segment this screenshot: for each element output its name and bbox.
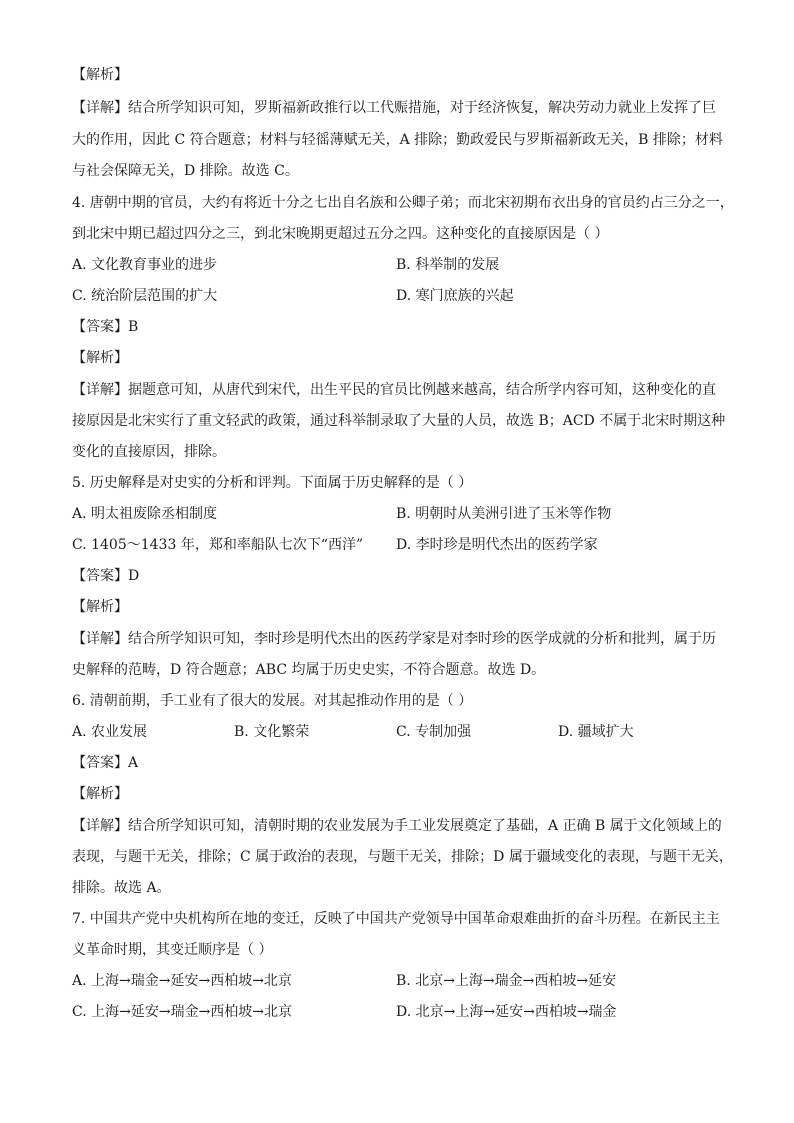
detail-tag: 【详解】 — [72, 100, 128, 116]
q5-answer-line — [72, 566, 732, 586]
q5-answer: D — [128, 568, 140, 584]
answer-tag: 【答案】 — [72, 568, 128, 584]
q5-detail-text-1: 结合所学知识可知，李时珍是明代杰出的医药学家是对李时珍的医学成就的分析和批判，属于历 — [128, 631, 716, 647]
detail-tag: 【详解】 — [72, 631, 128, 647]
q4-answer: B — [128, 319, 139, 335]
q5-detail-line-2: 史解释的范畴，D 符合题意；ABC 均属于历史史实，不符合题意。故选 D。 — [72, 662, 546, 678]
q3-detail-line-2: 大的作用，因此 C 符合题意；材料与轻徭薄赋无关，A 排除；勤政爱民与罗斯福新政无关，B 排除；材料 — [72, 132, 723, 148]
q6-detail-line-2: 表现，与题干无关，排除；C 属于政治的表现，与题干无关，排除；D 属于疆域变化的表现，与题干无关， — [72, 849, 733, 865]
q6-detail-line-1 — [72, 816, 732, 836]
q7-option-a: A. 上海→瑞金→延安→西柏坡→北京 — [72, 973, 292, 989]
detail-tag: 【详解】 — [72, 382, 128, 398]
q5-analysis-label: 【解析】 — [72, 599, 128, 615]
q4-detail-text-1: 据题意可知，从唐代到宋代，出生平民的官员比例越来越高，结合所学内容可知，这种变化的直 — [128, 382, 716, 398]
q6-detail-line-3: 排除。故选 A。 — [72, 880, 171, 896]
q6-option-c: C. 专制加强 — [396, 724, 472, 740]
answer-tag: 【答案】 — [72, 319, 128, 335]
q4-analysis-label: 【解析】 — [72, 350, 128, 366]
q3-detail-text-1: 结合所学知识可知，罗斯福新政推行以工代赈措施，对于经济恢复，解决劳动力就业上发挥了巨 — [128, 100, 716, 116]
q6-option-d: D. 疆域扩大 — [558, 724, 634, 740]
q4-stem-line-1: 4. 唐朝中期的官员，大约有将近十分之七出自名族和公卿子弟；而北宋初期布衣出身的官员约占三分之一， — [72, 195, 734, 211]
q4-detail-line-1 — [72, 380, 732, 400]
q4-option-d: D. 寒门庶族的兴起 — [396, 288, 514, 304]
q6-option-b: B. 文化繁荣 — [234, 724, 310, 740]
q3-detail-line-1 — [72, 98, 732, 118]
q4-stem-line-2: 到北宋中期已超过四分之三，到北宋晚期更超过五分之四。这种变化的直接原因是（ ） — [72, 226, 609, 242]
q4-detail-line-2: 接原因是北宋实行了重文轻武的政策，通过科举制录取了大量的人员，故选 B；ACD 不属于北宋时期这种 — [72, 413, 726, 429]
q4-answer-line — [72, 317, 732, 337]
q5-detail-line-1 — [72, 629, 732, 649]
q5-option-b: B. 明朝时从美洲引进了玉米等作物 — [396, 506, 612, 522]
q4-option-a: A. 文化教育事业的进步 — [72, 257, 218, 273]
q4-option-b: B. 科举制的发展 — [396, 257, 500, 273]
q5-stem-line-1: 5. 历史解释是对史实的分析和评判。下面属于历史解释的是（ ） — [72, 475, 473, 491]
q7-stem-line-2: 义革命时期，其变迁顺序是（ ） — [72, 942, 273, 958]
q7-stem-line-1: 7. 中国共产党中央机构所在地的变迁，反映了中国共产党领导中国革命艰难曲折的奋斗历程。在新民主主 — [72, 911, 720, 927]
q6-stem-line-1: 6. 清朝前期，手工业有了很大的发展。对其起推动作用的是（ ） — [72, 693, 473, 709]
q4-detail-line-3: 变化的直接原因，排除。 — [72, 444, 226, 460]
q5-option-a: A. 明太祖废除丞相制度 — [72, 506, 218, 522]
analysis-tag: 【解析】 — [72, 67, 128, 83]
q4-option-c: C. 统治阶层范围的扩大 — [72, 288, 218, 304]
q5-option-c: C. 1405～1433 年，郑和率船队七次下“西洋” — [72, 537, 364, 553]
q7-option-d: D. 北京→上海→延安→西柏坡→瑞金 — [396, 1004, 617, 1020]
q6-answer: A — [128, 755, 139, 771]
q6-option-a: A. 农业发展 — [72, 724, 148, 740]
q6-detail-text-1: 结合所学知识可知，清朝时期的农业发展为手工业发展奠定了基础，A 正确 B 属于文化领域上的 — [128, 818, 722, 834]
answer-tag: 【答案】 — [72, 755, 128, 771]
q7-option-b: B. 北京→上海→瑞金→西柏坡→延安 — [396, 973, 617, 989]
q5-option-d: D. 李时珍是明代杰出的医药学家 — [396, 537, 598, 553]
detail-tag: 【详解】 — [72, 818, 128, 834]
analysis-label — [72, 65, 732, 85]
q7-option-c: C. 上海→延安→瑞金→西柏坡→北京 — [72, 1004, 293, 1020]
q3-detail-line-3: 与社会保障无关，D 排除。故选 C。 — [72, 163, 299, 179]
q6-analysis-label: 【解析】 — [72, 786, 128, 802]
q6-answer-line — [72, 753, 732, 773]
